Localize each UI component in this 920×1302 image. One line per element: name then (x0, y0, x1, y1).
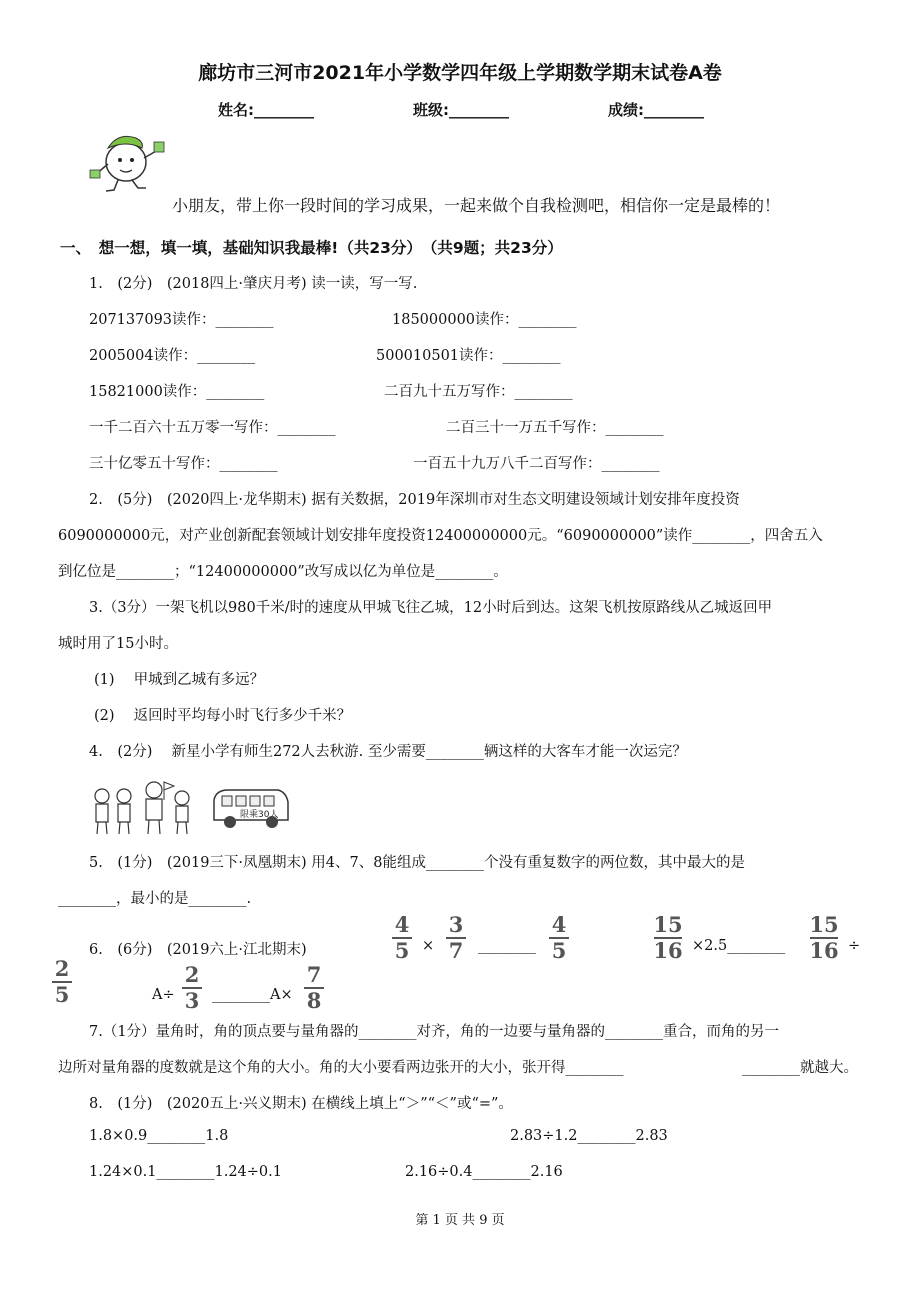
mascot-illustration (88, 128, 168, 194)
q1-item: 三十亿零五十写作：________ (89, 456, 278, 472)
name-field[interactable]: 姓名:________ (218, 101, 314, 119)
q1-item: 185000000读作：________ (392, 312, 577, 328)
q1-item: 一百五十九万八千二百写作：________ (413, 456, 660, 472)
fraction: 4 5 (390, 914, 414, 962)
fraction: 15 16 (653, 912, 683, 963)
fraction: 15 16 (809, 912, 839, 963)
q3-sub: (1) 甲城到乙城有多远？ (94, 672, 265, 688)
fraction: 4 5 (547, 914, 571, 962)
q7-text: 7.（1分）量角时，角的顶点要与量角器的________对齐，角的一边要与量角器的________重合，而角的另一 (89, 1024, 780, 1040)
q1-item: 二百三十一万五千写作：________ (446, 420, 664, 436)
q5-text: ________，最小的是________. (58, 891, 252, 907)
q1-item: 500010501读作：________ (376, 348, 561, 364)
q1-item: 一千二百六十五万零一写作：________ (89, 420, 336, 436)
q8-item: 2.16÷0.4________2.16 (405, 1164, 563, 1180)
times-sign: × (422, 938, 435, 954)
q8-item: 1.24×0.1________1.24÷0.1 (89, 1164, 282, 1180)
q6-header: 6. (6分) (2019六上·江北期末) (89, 942, 307, 958)
q3-text: 3.（3分）一架飞机以980千米/时的速度从甲城飞往乙城，12小时后到达。这架飞机按原路线从乙城返回甲 (89, 600, 773, 616)
q1-header: 1. (2分) (2018四上·肇庆月考) 读一读，写一写. (89, 276, 418, 292)
q7-text: 边所对量角器的度数就是这个角的大小。角的大小要看两边张开的大小，张开得________ (58, 1060, 624, 1076)
divide-sign: ÷ (848, 938, 861, 954)
q6-text: ________A× (212, 987, 293, 1003)
q4-text: 4. (2分) 新星小学有师生272人去秋游. 至少需要________辆这样的大客车才能一次运完？ (89, 744, 687, 760)
q8-item: 2.83÷1.2________2.83 (510, 1128, 668, 1144)
bus-illustration (210, 784, 292, 834)
bus-label: 限乘30人 (240, 810, 279, 820)
answer-blank[interactable]: ________ (478, 938, 536, 954)
score-field[interactable]: 成绩:________ (608, 101, 704, 119)
q2-text: 到亿位是________；“12400000000”改写成以亿为单位是________。 (58, 564, 508, 580)
q1-item: 2005004读作：________ (89, 348, 256, 364)
q3-sub: (2) 返回时平均每小时飞行多少千米？ (94, 708, 352, 724)
encouragement-text: 小朋友，带上你一段时间的学习成果，一起来做个自我检测吧，相信你一定是最棒的！ (172, 196, 781, 215)
students-illustration (88, 776, 200, 838)
q2-text: 2. (5分) (2020四上·龙华期末) 据有关数据，2019年深圳市对生态文明建设领域计划安排年度投资 (89, 492, 740, 508)
q7-text: ________就越大。 (742, 1060, 858, 1076)
q1-item: 207137093读作：________ (89, 312, 274, 328)
q6-text: ×2.5________ (692, 938, 786, 954)
q3-text: 城时用了15小时。 (58, 636, 178, 652)
q6-text: A÷ (152, 987, 175, 1003)
q5-text: 5. (1分) (2019三下·凤凰期末) 用4、7、8能组成________个没有重复数字的两位数，其中最大的是 (89, 855, 745, 871)
fraction: 3 7 (444, 914, 468, 962)
fraction: 2 3 (180, 964, 204, 1012)
page-title: 廊坊市三河市2021年小学数学四年级上学期数学期末试卷A卷 (198, 62, 722, 84)
q1-item: 二百九十五万写作：________ (384, 384, 573, 400)
fraction: 2 5 (50, 958, 74, 1006)
q1-item: 15821000读作：________ (89, 384, 265, 400)
q8-item: 1.8×0.9________1.8 (89, 1128, 229, 1144)
fraction: 7 8 (302, 964, 326, 1012)
page-footer: 第 1 页 共 9 页 (415, 1213, 505, 1228)
class-field[interactable]: 班级:________ (413, 101, 509, 119)
q2-text: 6090000000元，对产业创新配套领域计划安排年度投资12400000000元。“6090000000”读作________，四舍五入 (58, 528, 823, 544)
section-heading: 一、 想一想，填一填，基础知识我最棒!（共23分） （共9题；共23分） (60, 239, 563, 257)
q8-header: 8. (1分) (2020五上·兴义期末) 在横线上填上“＞”“＜”或“=”。 (89, 1096, 513, 1112)
